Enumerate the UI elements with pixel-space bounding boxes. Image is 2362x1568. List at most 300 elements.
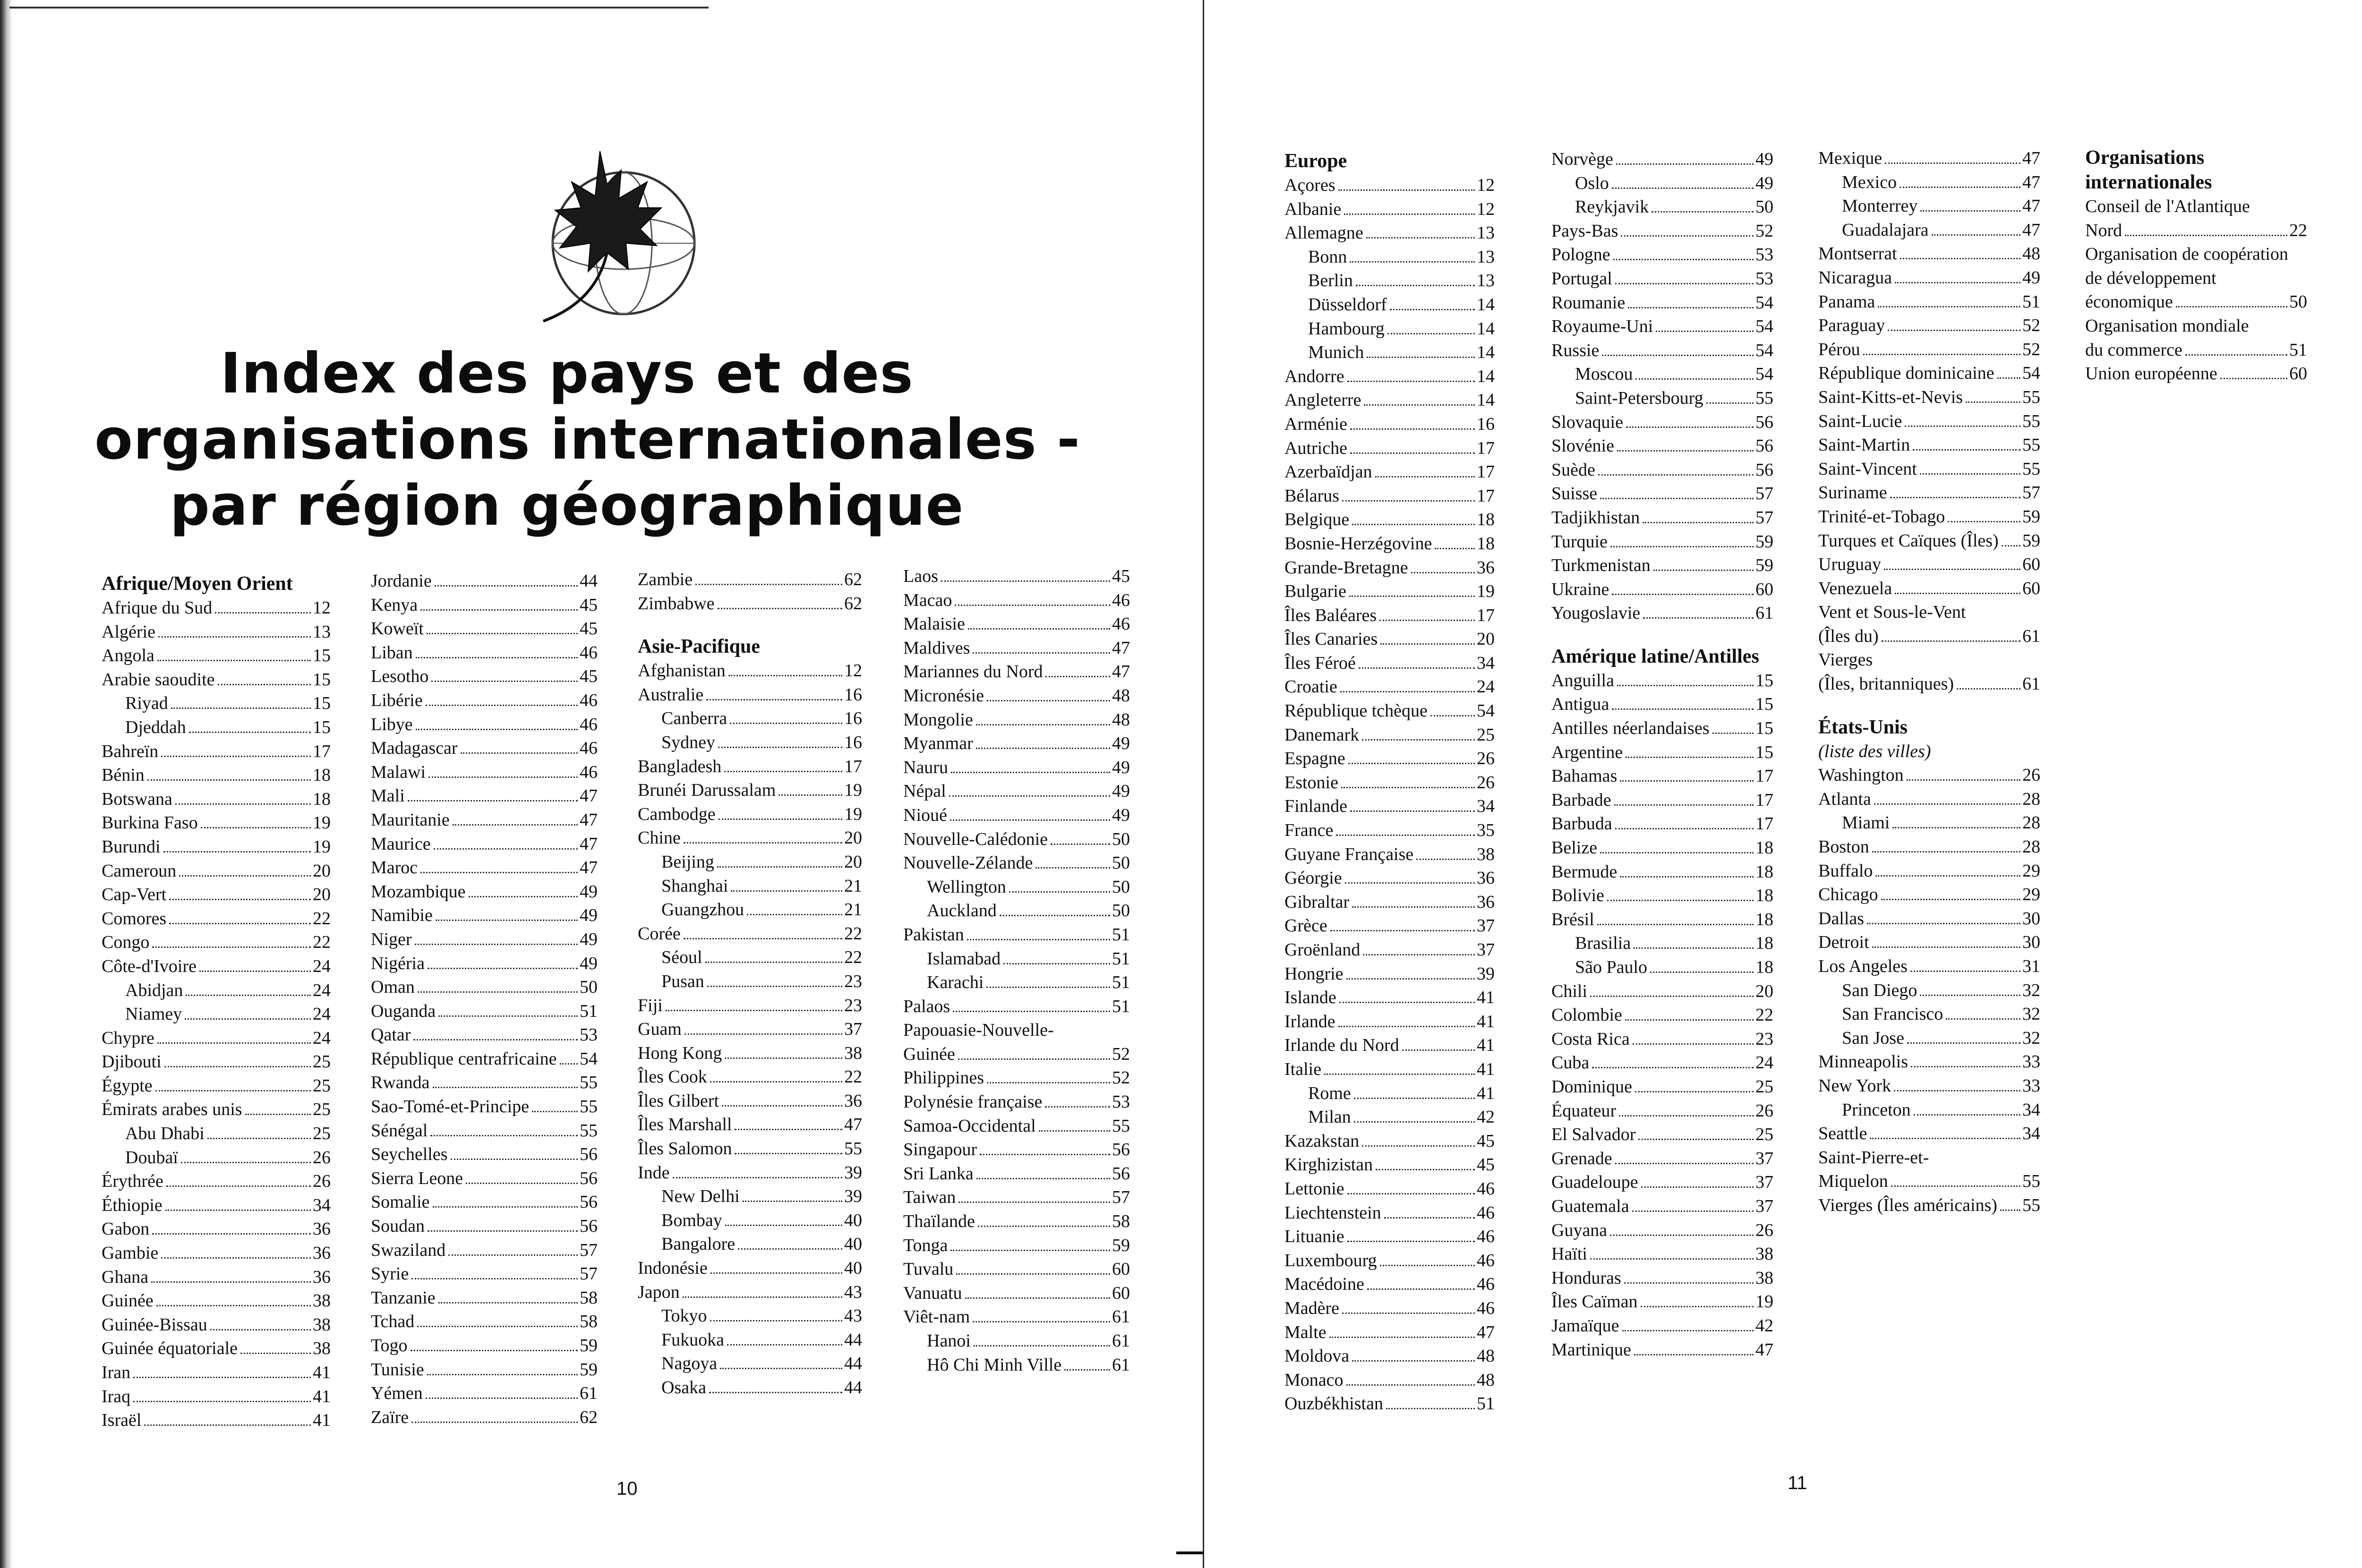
dot-leader — [1602, 355, 1754, 356]
dot-leader — [1590, 1258, 1754, 1260]
dot-leader — [1650, 971, 1754, 973]
index-entry — [903, 1281, 1130, 1305]
index-entry — [2085, 219, 2307, 243]
index-entry — [1551, 1314, 1773, 1338]
dot-leader — [1352, 524, 1475, 525]
dot-leader — [1895, 282, 2020, 283]
entry-name: Mariannes du Nord — [903, 662, 1043, 682]
index-entry — [1818, 787, 2040, 811]
dot-leader — [747, 914, 842, 915]
dot-leader — [175, 803, 311, 805]
index-entry — [903, 636, 1130, 660]
index-entry — [1551, 884, 1773, 908]
dot-leader — [1614, 804, 1754, 806]
dot-leader — [158, 636, 311, 638]
entry-name: Maroc — [371, 858, 418, 878]
index-entry — [903, 779, 1130, 803]
index-entry — [102, 716, 331, 740]
dot-leader — [1402, 1049, 1475, 1051]
entry-page-number: 13 — [313, 622, 331, 642]
index-entry-line: Vierges — [1818, 650, 1873, 670]
dot-leader — [2125, 235, 2287, 236]
entry-name: Nicaragua — [1818, 267, 1892, 288]
entry-name: Detroit — [1818, 932, 1869, 953]
entry-page-number: 39 — [844, 1162, 862, 1183]
entry-name: Palaos — [903, 996, 950, 1016]
dot-leader — [1379, 620, 1475, 621]
region-heading-organisations-1: Organisations — [2085, 147, 2205, 169]
dot-leader — [724, 771, 842, 772]
region-heading-amerique-latine: Amérique latine/Antilles — [1551, 645, 1759, 667]
entry-name: Saint-Lucie — [1818, 411, 1902, 431]
entry-page-number: 25 — [313, 1124, 331, 1144]
index-entry — [102, 1241, 331, 1265]
dot-leader — [201, 827, 311, 828]
index-entry — [1818, 907, 2040, 931]
entry-page-number: 54 — [1755, 292, 1773, 313]
entry-name: Tuvalu — [903, 1259, 954, 1279]
entry-name: Micronésie — [903, 685, 984, 706]
entry-name: Égypte — [102, 1075, 153, 1096]
index-entry — [1551, 147, 1773, 171]
dot-leader — [1914, 1114, 2020, 1116]
index-entry — [1284, 651, 1495, 675]
entry-page-number: 47 — [580, 858, 598, 878]
entry-page-number: 52 — [2022, 339, 2040, 359]
dot-leader — [1416, 859, 1475, 860]
entry-name: Polynésie française — [903, 1092, 1043, 1112]
entry-page-number: 51 — [1112, 924, 1130, 945]
entry-page-number: 14 — [1477, 318, 1495, 339]
index-entry — [1284, 579, 1495, 604]
dot-leader — [987, 700, 1110, 701]
index-entry — [1284, 173, 1495, 197]
entry-page-number: 37 — [1477, 940, 1495, 960]
dot-leader — [1366, 237, 1475, 239]
entry-page-number: 17 — [1477, 462, 1495, 482]
entry-page-number: 19 — [313, 813, 331, 833]
index-entry — [638, 568, 862, 592]
dot-leader — [418, 991, 578, 993]
dot-leader — [684, 938, 842, 939]
dot-leader — [1997, 377, 2020, 379]
entry-page-number: 58 — [580, 1312, 598, 1332]
dot-leader — [1598, 474, 1754, 476]
entry-name: Togo — [371, 1336, 408, 1355]
dot-leader — [1350, 261, 1475, 263]
dot-leader — [1626, 757, 1754, 758]
index-entry — [102, 907, 331, 931]
dot-leader — [218, 684, 311, 685]
index-entry — [102, 1050, 331, 1074]
dot-leader — [978, 1226, 1110, 1227]
dot-leader — [1872, 946, 2020, 948]
entry-name: Japon — [638, 1282, 680, 1302]
entry-page-number: 50 — [1112, 853, 1130, 873]
entry-name: Taiwan — [903, 1187, 956, 1208]
dot-leader — [133, 1377, 311, 1378]
entry-name: Namibie — [371, 905, 433, 926]
dot-leader — [1911, 1066, 2020, 1067]
entry-page-number: 24 — [1477, 677, 1495, 697]
entry-name: France — [1284, 820, 1334, 841]
entry-page-number: 37 — [844, 1019, 862, 1040]
dot-leader — [727, 1344, 842, 1346]
index-entry — [102, 1074, 331, 1098]
index-entry — [1818, 1193, 2040, 1218]
dot-leader — [1653, 570, 1754, 571]
region-note: (liste des villes) — [1818, 741, 1931, 761]
index-entry — [1551, 1338, 1773, 1362]
entry-page-number: 47 — [1755, 1339, 1773, 1360]
entry-page-number: 56 — [1755, 412, 1773, 432]
index-entry — [102, 811, 331, 835]
index-entry — [102, 1026, 331, 1050]
dot-leader — [1635, 378, 1754, 380]
dot-leader — [438, 1302, 578, 1304]
entry-name: Djeddah — [125, 717, 186, 737]
index-entry-list — [638, 568, 862, 615]
index-entry — [903, 875, 1130, 899]
entry-name: Koweït — [371, 619, 424, 639]
index-entry — [903, 1114, 1130, 1138]
entry-page-number: 26 — [1477, 772, 1495, 793]
dot-leader — [725, 1057, 842, 1059]
entry-name: Finlande — [1284, 796, 1347, 817]
index-entry — [1284, 245, 1495, 269]
dot-leader — [1607, 900, 1754, 901]
index-entry — [903, 1257, 1130, 1281]
entry-name: Guinée équatoriale — [102, 1338, 238, 1359]
dot-leader — [1342, 500, 1475, 502]
entry-page-number: 45 — [580, 619, 598, 639]
entry-name: Guinée — [102, 1291, 154, 1311]
index-entry-list — [1818, 1169, 2040, 1217]
entry-name: San Jose — [1842, 1028, 1904, 1048]
entry-page-number: 62 — [844, 570, 862, 589]
dot-leader — [956, 1273, 1110, 1275]
index-entry — [903, 1234, 1130, 1258]
entry-page-number: 44 — [580, 571, 598, 591]
entry-name: Iran — [102, 1363, 131, 1382]
entry-page-number: 12 — [1477, 199, 1495, 219]
dot-leader — [718, 747, 842, 748]
entry-name: Arménie — [1284, 414, 1347, 434]
dot-leader — [420, 872, 578, 873]
entry-name: Lettonie — [1284, 1178, 1344, 1199]
dot-leader — [166, 1185, 311, 1187]
index-entry — [371, 880, 598, 904]
dot-leader — [1600, 498, 1754, 499]
index-entry — [638, 970, 862, 994]
entry-name: Cameroun — [102, 861, 177, 881]
entry-page-number: 12 — [844, 661, 862, 681]
entry-page-number: 46 — [1477, 1178, 1495, 1199]
index-column-8 — [2085, 145, 2307, 386]
region-heading-organisations-2: internationales — [2085, 171, 2212, 193]
index-entry — [1818, 624, 2040, 648]
dot-leader — [1367, 1288, 1475, 1290]
dot-leader — [1350, 428, 1475, 430]
entry-name: Îles Marshall — [638, 1115, 732, 1135]
dot-leader — [144, 1424, 311, 1426]
index-entry — [102, 644, 331, 668]
dot-leader — [186, 995, 311, 996]
index-entry — [1818, 338, 2040, 362]
dot-leader — [710, 1272, 842, 1274]
index-entry — [102, 668, 331, 692]
entry-name: Yougoslavie — [1551, 603, 1641, 623]
index-entry — [638, 1256, 862, 1280]
entry-page-number: 56 — [1112, 1140, 1130, 1160]
entry-page-number: 59 — [1755, 555, 1773, 576]
dot-leader — [958, 1202, 1110, 1203]
entry-name: Irlande — [1284, 1011, 1335, 1031]
dot-leader — [1920, 995, 2020, 996]
index-entry — [102, 1122, 331, 1146]
entry-name: Hongrie — [1284, 963, 1344, 984]
dot-leader — [161, 1257, 311, 1259]
dot-leader — [1356, 285, 1475, 286]
dot-leader — [1913, 449, 2020, 451]
entry-name: Andorre — [1284, 366, 1344, 386]
index-entry — [903, 995, 1130, 1019]
entry-name: Comores — [102, 908, 167, 929]
dot-leader — [2176, 306, 2287, 307]
entry-page-number: 26 — [1477, 749, 1495, 769]
entry-name: Karachi — [927, 972, 984, 993]
entry-name: Bahamas — [1551, 766, 1617, 786]
index-entry — [102, 691, 331, 716]
entry-name: São Paulo — [1575, 957, 1648, 977]
entry-page-number: 55 — [2022, 411, 2040, 431]
dot-leader — [1643, 522, 1754, 523]
entry-name: Antigua — [1551, 694, 1609, 715]
entry-page-number: 37 — [1755, 1172, 1773, 1193]
dot-leader — [973, 652, 1110, 654]
entry-page-number: 40 — [844, 1210, 862, 1230]
dot-leader — [1870, 1138, 2020, 1139]
dot-leader — [1380, 643, 1475, 645]
dot-leader — [1036, 867, 1110, 869]
index-entry — [371, 928, 598, 952]
index-entry — [903, 899, 1130, 923]
entry-page-number: 37 — [1477, 916, 1495, 936]
dot-leader — [427, 1374, 578, 1375]
dot-leader — [1920, 210, 2020, 212]
entry-name: Guyane Française — [1284, 844, 1414, 864]
entry-name: Îles Salomon — [638, 1139, 732, 1159]
entry-name: Émirats arabes unis — [102, 1099, 242, 1120]
entry-name: Niger — [371, 929, 412, 949]
dot-leader — [1338, 189, 1475, 191]
region-heading-afrique: Afrique/Moyen Orient — [102, 573, 293, 595]
entry-name: Shanghai — [661, 876, 728, 896]
entry-name: Atlanta — [1818, 789, 1871, 809]
entry-name: Gambie — [102, 1243, 159, 1263]
index-entry — [371, 1119, 598, 1143]
entry-page-number: 25 — [313, 1075, 331, 1096]
index-entry — [1551, 171, 1773, 196]
entry-name: Éthiopie — [102, 1195, 163, 1215]
dot-leader — [1003, 963, 1110, 964]
entry-name: Pologne — [1551, 245, 1610, 265]
entry-name: Wellington — [927, 877, 1006, 897]
index-entry — [638, 1161, 862, 1185]
dot-leader — [185, 1018, 311, 1020]
dot-leader — [1882, 640, 2020, 642]
dot-leader — [980, 1154, 1110, 1155]
entry-name: Nord — [2085, 220, 2122, 240]
index-entry — [2085, 290, 2307, 314]
entry-name: Turquie — [1551, 531, 1608, 552]
maple-leaf-globe-logo — [505, 142, 713, 331]
dot-leader — [428, 1230, 578, 1232]
dot-leader — [976, 748, 1110, 749]
index-entry — [1284, 1201, 1495, 1225]
index-entry — [371, 903, 598, 928]
entry-name: Nagoya — [661, 1354, 718, 1374]
entry-name: Burkina Faso — [102, 813, 198, 833]
index-entry — [1818, 811, 2040, 835]
index-entry — [1284, 818, 1495, 843]
entry-name: Sri Lanka — [903, 1163, 974, 1184]
dot-leader — [435, 585, 578, 587]
entry-name: Nioué — [903, 805, 947, 825]
index-entry — [638, 755, 862, 779]
index-entry — [1818, 457, 2040, 481]
dot-leader — [1600, 852, 1754, 853]
entry-page-number: 35 — [1477, 820, 1495, 841]
index-entry — [1551, 315, 1773, 339]
index-entry — [1551, 955, 1773, 980]
dot-leader — [451, 1159, 578, 1160]
dot-leader — [718, 608, 842, 609]
entry-page-number: 44 — [844, 1378, 862, 1398]
dot-leader — [411, 1422, 578, 1423]
entry-page-number: 58 — [580, 1287, 598, 1308]
index-entry-list — [1284, 173, 1495, 1416]
index-entry — [1551, 980, 1773, 1004]
dot-leader — [976, 1178, 1110, 1179]
index-entry — [1551, 458, 1773, 482]
entry-name: Belize — [1551, 838, 1598, 858]
index-entry — [638, 1328, 862, 1352]
entry-page-number: 50 — [580, 977, 598, 997]
entry-page-number: 55 — [2022, 1171, 2040, 1192]
entry-name: Guyana — [1551, 1220, 1608, 1240]
index-entry — [371, 1310, 598, 1334]
index-entry — [903, 1066, 1130, 1090]
entry-name: Croatie — [1284, 677, 1337, 697]
entry-page-number: 49 — [580, 881, 598, 902]
index-entry — [1551, 1123, 1773, 1147]
entry-name: Guadeloupe — [1551, 1172, 1638, 1193]
index-entry — [102, 883, 331, 907]
dot-leader — [1946, 1018, 2020, 1020]
page-number-right: 11 — [1788, 1473, 1807, 1493]
entry-page-number: 42 — [1477, 1107, 1495, 1127]
entry-name: Bangladesh — [638, 756, 722, 776]
dot-leader — [1878, 306, 2020, 307]
index-entry — [102, 620, 331, 644]
entry-name: Jordanie — [371, 571, 432, 591]
dot-leader — [1894, 1090, 2020, 1091]
index-entry — [638, 1113, 862, 1137]
dot-leader — [1354, 1121, 1475, 1123]
dot-leader — [1338, 1026, 1475, 1027]
index-entry — [1284, 1321, 1495, 1345]
entry-name: Kirghizistan — [1284, 1155, 1373, 1175]
entry-page-number: 30 — [2022, 908, 2040, 929]
dot-leader — [720, 1368, 842, 1369]
entry-name: Vierges (Îles américains) — [1818, 1195, 1997, 1215]
index-entry — [1284, 1249, 1495, 1273]
index-entry — [371, 808, 598, 832]
dot-leader — [169, 923, 311, 924]
dot-leader — [1342, 1312, 1475, 1314]
dot-leader — [974, 1345, 1110, 1346]
index-entry — [1818, 883, 2040, 907]
index-entry — [1551, 788, 1773, 812]
entry-page-number: 18 — [1755, 957, 1773, 977]
dot-leader — [1619, 1115, 1754, 1116]
entry-name: Swaziland — [371, 1240, 446, 1260]
entry-page-number: 45 — [1477, 1131, 1495, 1151]
dot-leader — [1341, 787, 1475, 788]
entry-name: Princeton — [1842, 1099, 1911, 1120]
entry-name: Turques et Caïques (Îles) — [1818, 530, 1999, 551]
index-entry — [638, 778, 862, 802]
entry-page-number: 53 — [1755, 245, 1773, 265]
index-entry — [1284, 1082, 1495, 1106]
entry-page-number: 14 — [1477, 366, 1495, 386]
entry-page-number: 50 — [2289, 292, 2307, 312]
entry-page-number: 50 — [1112, 877, 1130, 897]
entry-page-number: 15 — [313, 669, 331, 690]
index-entry — [371, 1023, 598, 1047]
entry-page-number: 38 — [1755, 1268, 1773, 1288]
index-entry — [903, 588, 1130, 613]
entry-name: Sierra Leone — [371, 1168, 463, 1188]
entry-name: Uruguay — [1818, 554, 1881, 575]
entry-name: Libérie — [371, 690, 423, 710]
entry-name: El Salvador — [1551, 1125, 1636, 1145]
dot-leader — [967, 939, 1110, 940]
dot-leader — [199, 971, 311, 972]
entry-name: Nouvelle-Calédonie — [903, 829, 1048, 849]
entry-page-number: 46 — [580, 738, 598, 758]
dot-leader — [1616, 163, 1754, 165]
entry-page-number: 47 — [1112, 638, 1130, 658]
dot-leader — [207, 1138, 311, 1139]
entry-name: Slovénie — [1551, 436, 1614, 456]
dot-leader — [1610, 546, 1754, 547]
entry-name: Guam — [638, 1019, 682, 1040]
entry-page-number: 19 — [313, 836, 331, 857]
entry-page-number: 55 — [580, 1073, 598, 1093]
entry-name: Malte — [1284, 1322, 1326, 1342]
entry-page-number: 12 — [313, 598, 331, 618]
dot-leader — [147, 779, 311, 781]
entry-page-number: 23 — [844, 971, 862, 991]
entry-page-number: 20 — [1755, 981, 1773, 1001]
entry-name: Ghana — [102, 1267, 149, 1287]
entry-page-number: 43 — [844, 1306, 862, 1326]
entry-name: Tchad — [371, 1312, 415, 1332]
entry-name: Îles Cook — [638, 1067, 707, 1087]
dot-leader — [722, 1105, 842, 1107]
